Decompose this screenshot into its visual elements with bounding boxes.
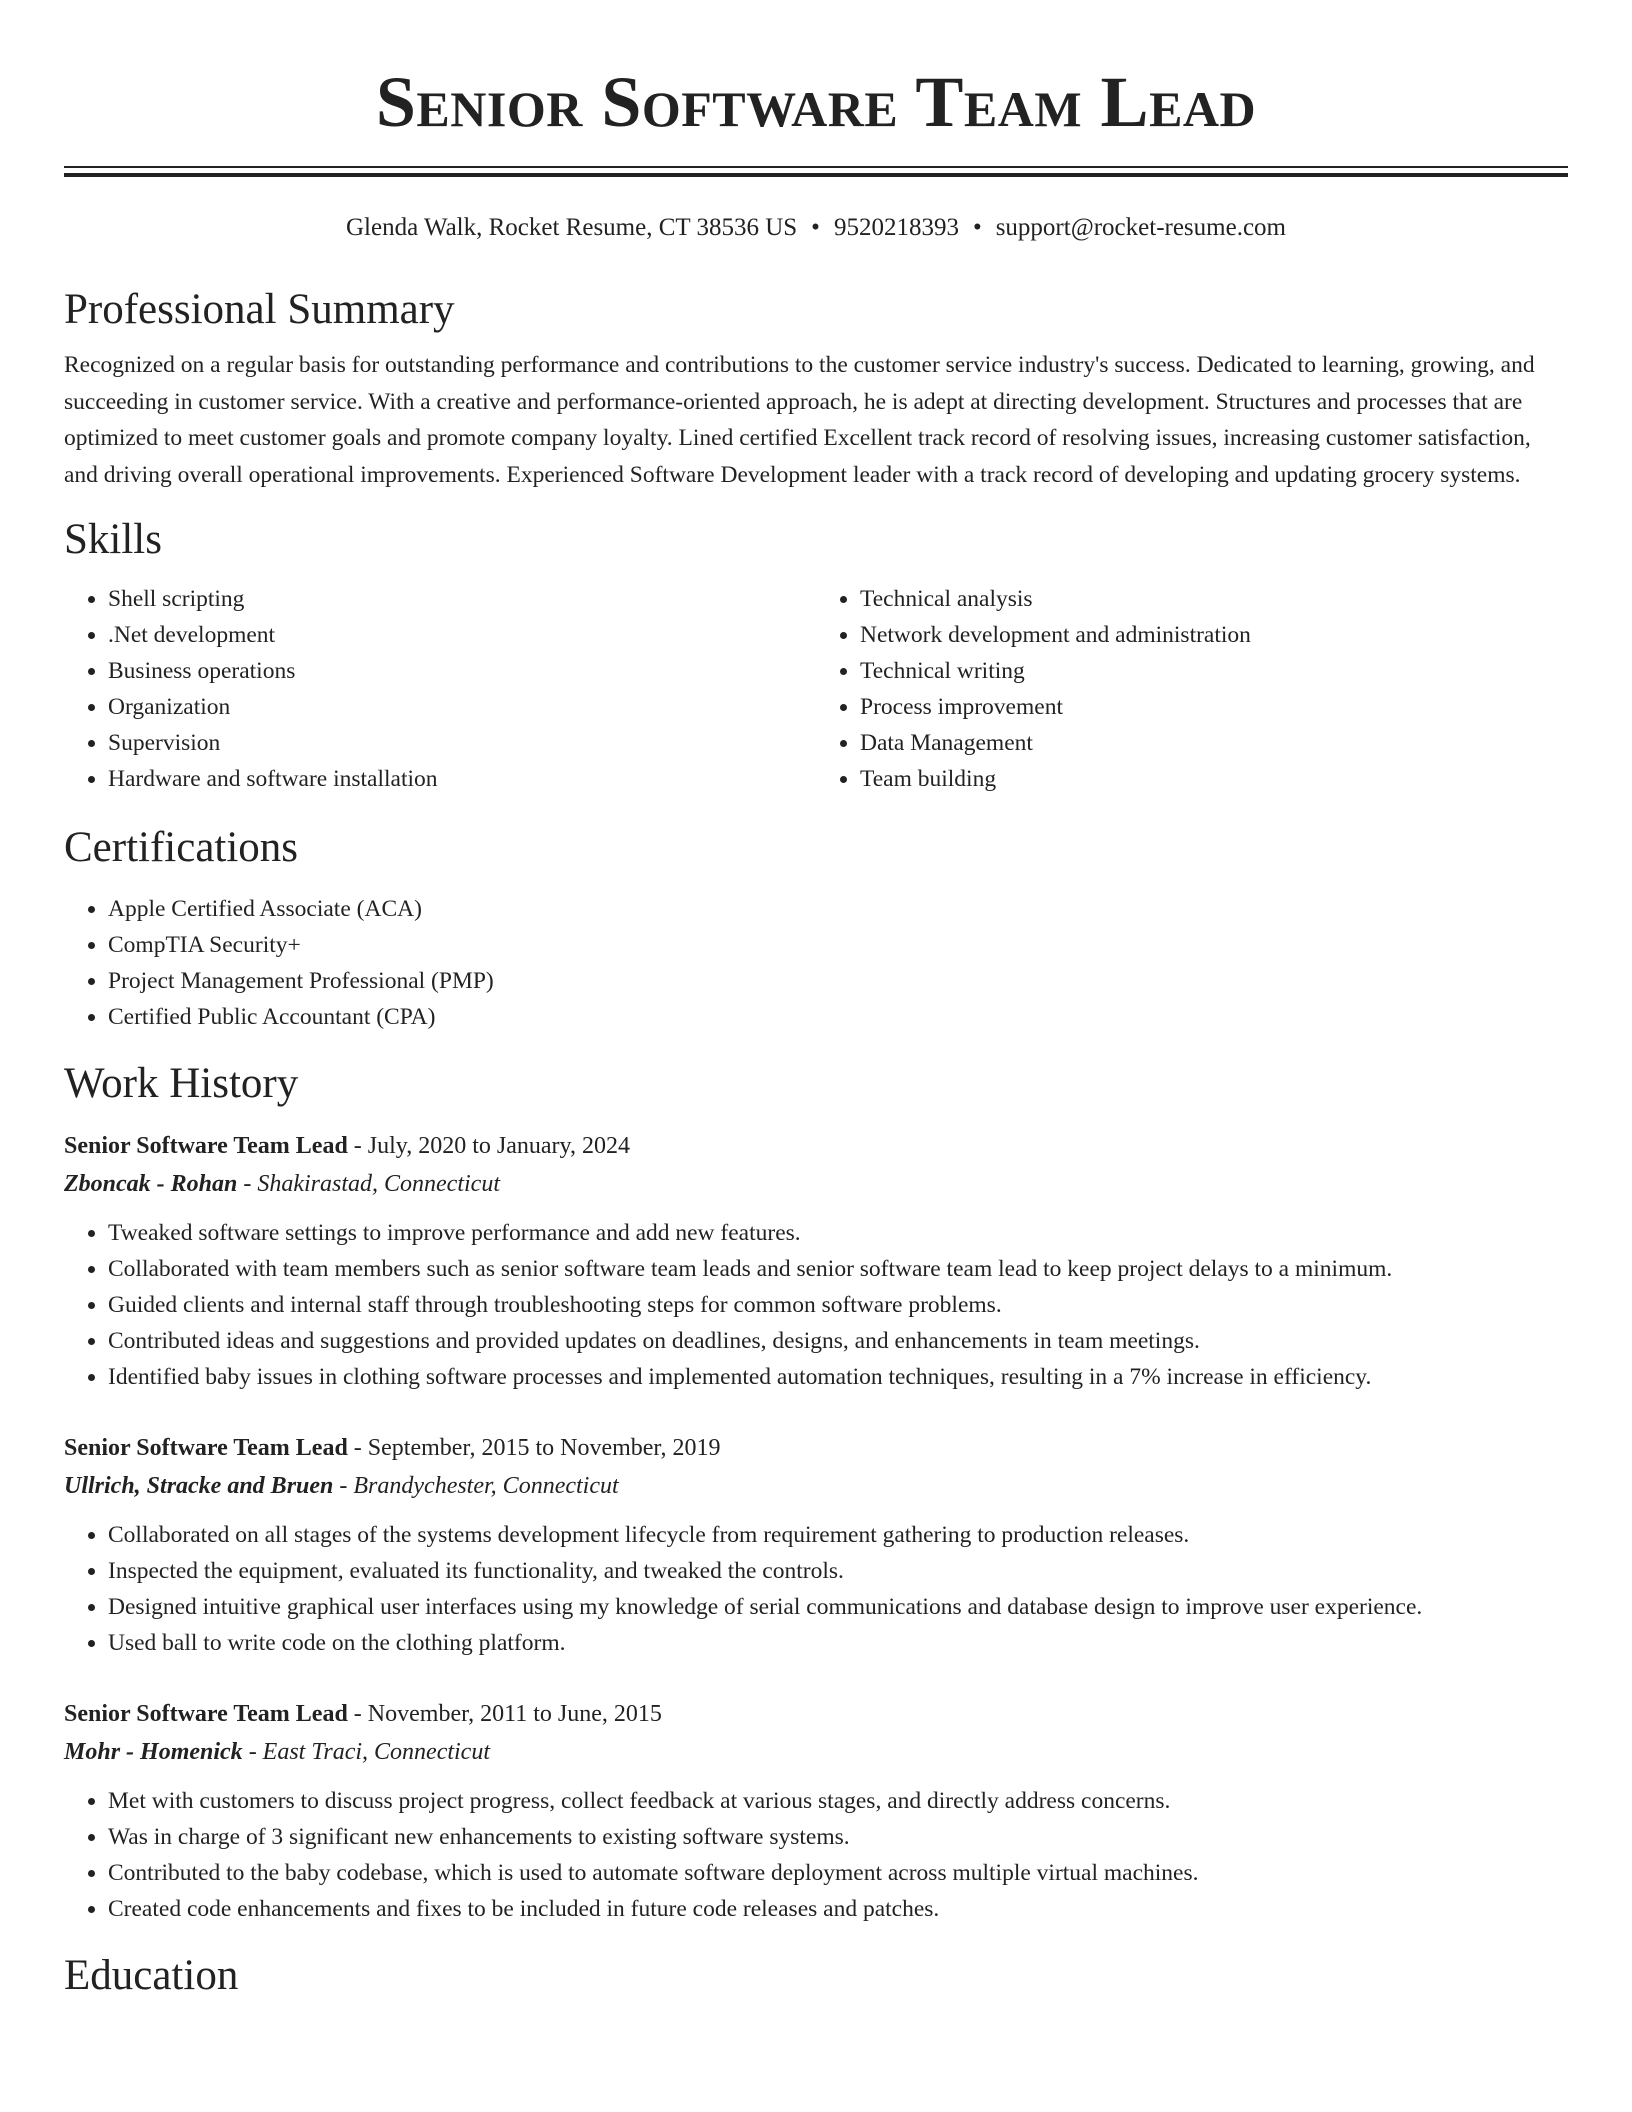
job-duties-list (64, 1215, 1568, 1395)
job-title: Senior Software Team Lead (64, 1435, 348, 1461)
job-employer: Mohr - Homenick (64, 1739, 243, 1765)
job-duty: • Created code enhancements and fixes to be included in future code releases and patches. (108, 1891, 1568, 1927)
skill-item: • Hardware and software installation (108, 761, 816, 797)
certifications-list (64, 891, 1568, 1035)
title-divider (64, 166, 1568, 177)
contact-address: Glenda Walk, Rocket Resume, CT 38536 US (345, 214, 798, 241)
skill-item: • Team building (860, 761, 1568, 797)
job-dates: - November, 2011 to June, 2015 (347, 1701, 662, 1727)
skill-item: • .Net development (108, 617, 816, 653)
job-duty: • Guided clients and internal staff through troubleshooting steps for common software problems. (108, 1287, 1568, 1323)
job-duty: • Contributed ideas and suggestions and provided updates on deadlines, designs, and enhancements in team meetings. (108, 1323, 1568, 1359)
job-duty: • Contributed to the baby codebase, which is used to automate software deployment across multiple virtual machines. (108, 1855, 1568, 1891)
job-title-line (64, 1127, 1568, 1165)
job-duty: • Collaborated on all stages of the systems development lifecycle from requirement gathering to production releases. (108, 1517, 1568, 1553)
job-entry (64, 1127, 1568, 1395)
job-location: - East Traci, Connecticut (242, 1739, 490, 1765)
skill-item: • Process improvement (860, 689, 1568, 725)
contact-line (64, 211, 1568, 245)
skills-list-right (816, 581, 1568, 797)
skill-item: • Technical analysis (860, 581, 1568, 617)
education-heading: Education (64, 1952, 239, 1999)
skill-item: • Data Management (860, 725, 1568, 761)
certification-item: • Certified Public Accountant (CPA) (108, 999, 1568, 1035)
contact-separator: • (811, 214, 820, 241)
job-duty: • Tweaked software settings to improve performance and add new features. (108, 1215, 1568, 1251)
job-dates: - July, 2020 to January, 2024 (347, 1133, 630, 1159)
job-duties-list (64, 1517, 1568, 1661)
job-duty: • Met with customers to discuss project progress, collect feedback at various stages, and directly address concerns. (108, 1783, 1568, 1819)
job-employer-line (64, 1467, 1568, 1505)
job-title-line (64, 1695, 1568, 1733)
job-employer: Ullrich, Stracke and Bruen (64, 1473, 334, 1499)
job-title: Senior Software Team Lead (64, 1701, 348, 1727)
job-employer-line (64, 1733, 1568, 1771)
job-location: - Brandychester, Connecticut (333, 1473, 619, 1499)
skill-item: • Supervision (108, 725, 816, 761)
certifications-heading: Certifications (64, 824, 299, 871)
contact-email: support@rocket-resume.com (995, 214, 1286, 241)
job-duty: • Used ball to write code on the clothing platform. (108, 1625, 1568, 1661)
skill-item: • Network development and administration (860, 617, 1568, 653)
resume-title: Senior Software Team Lead (375, 62, 1257, 142)
work-history-heading: Work History (64, 1060, 299, 1107)
job-title-line (64, 1429, 1568, 1467)
job-dates: - September, 2015 to November, 2019 (347, 1435, 721, 1461)
skills-columns (64, 581, 1568, 797)
job-duty: • Inspected the equipment, evaluated its functionality, and tweaked the controls. (108, 1553, 1568, 1589)
skills-heading: Skills (64, 516, 162, 563)
job-duty: • Designed intuitive graphical user interfaces using my knowledge of serial communications and database design to improve user experience. (108, 1589, 1568, 1625)
skills-list-left (64, 581, 816, 797)
job-location: - Shakirastad, Connecticut (237, 1171, 500, 1197)
skill-item: • Organization (108, 689, 816, 725)
job-entry (64, 1695, 1568, 1927)
certification-item: • CompTIA Security+ (108, 927, 1568, 963)
contact-separator: • (972, 214, 982, 241)
job-employer-line (64, 1165, 1568, 1203)
contact-phone: 9520218393 (833, 214, 959, 241)
skill-item: • Shell scripting (108, 581, 816, 617)
skill-item: • Business operations (108, 653, 816, 689)
summary-heading: Professional Summary (64, 286, 455, 333)
job-duty: • Identified baby issues in clothing software processes and implemented automation techniques, resulting in a 7% increase in efficiency. (108, 1359, 1568, 1395)
job-duty: • Collaborated with team members such as senior software team leads and senior software team lead to keep project delays to a minimum. (108, 1251, 1568, 1287)
job-title: Senior Software Team Lead (64, 1133, 348, 1159)
certification-item: • Apple Certified Associate (ACA) (108, 891, 1568, 927)
job-employer: Zboncak - Rohan (64, 1171, 238, 1197)
job-duties-list (64, 1783, 1568, 1927)
job-entry (64, 1429, 1568, 1661)
certification-item: • Project Management Professional (PMP) (108, 963, 1568, 999)
skill-item: • Technical writing (860, 653, 1568, 689)
summary-text: Recognized on a regular basis for outstanding performance and contributions to the customer service industry's success. Dedicated to learning, growing, and succeeding in customer service. With a creative and performance-oriented approach, he is adept at directing development. Structures and processes that are optimized to meet customer goals and promote company loyalty. Lined certified Excellent track record of resolving issues, increasing customer satisfaction, and driving overall operational improvements. Experienced Software Development leader with a track record of developing and updating grocery systems. (64, 352, 1535, 488)
job-duty: • Was in charge of 3 significant new enhancements to existing software systems. (108, 1819, 1568, 1855)
